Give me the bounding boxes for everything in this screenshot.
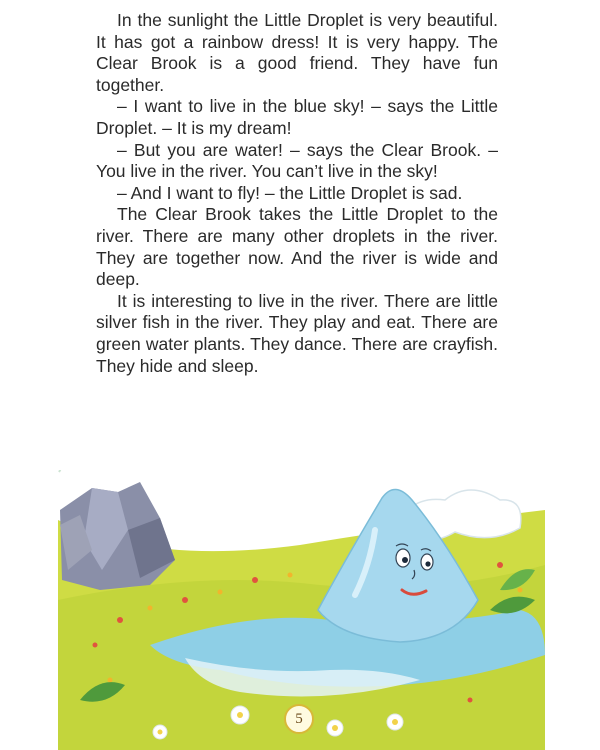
paragraph-5: The Clear Brook takes the Little Droplet to the river. There are many other droplets in the river. They are together now. And the river is wide and deep. [96,204,498,290]
paragraph-1: In the sunlight the Little Droplet is very beautiful. It has got a rainbow dress! It is very happy. The Clear Brook is a good friend. They have fun together. [96,10,498,95]
story-text [96,10,498,377]
paragraph-6: It is interesting to live in the river. There are little silver fish in the river. They play and eat. There are green water plants. They dance. There are crayfish. They hide and sleep. [96,290,498,376]
page-number: 5 [284,704,314,734]
water-splash [59,470,69,472]
paragraph-4: – And I want to fly! – the Little Droplet is sad. [117,182,463,203]
paragraph-3: – But you are water! – says the Clear Brook. – You live in the river. You can’t live in the sky! [96,139,498,182]
paragraph-2: – I want to live in the blue sky! – says the Little Droplet. – It is my dream! [96,96,498,138]
rock [60,482,175,590]
